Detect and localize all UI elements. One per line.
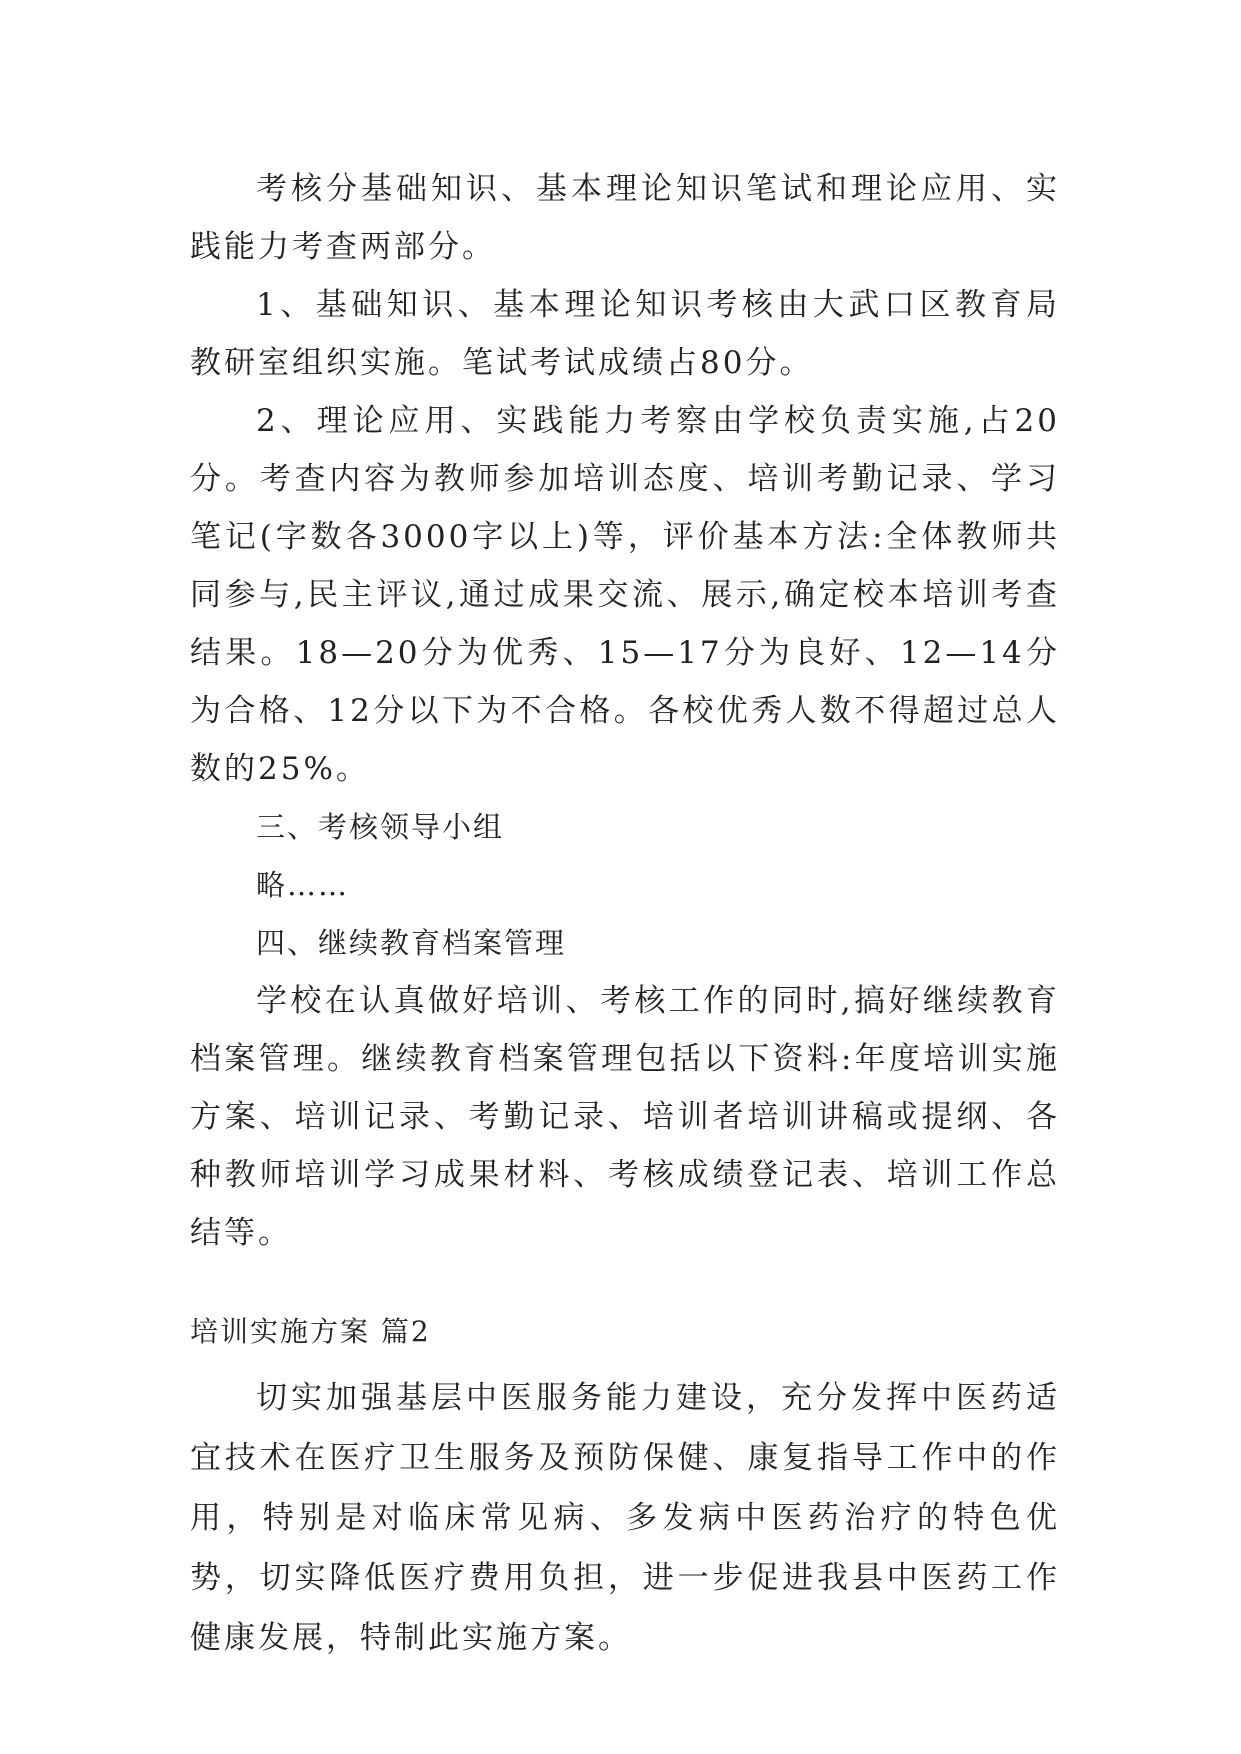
assessment-item-2-paragraph: 2、理论应用、实践能力考察由学校负责实施,占20分。考查内容为教师参加培训态度、培训考勤记录、学习笔记(字数各3000字以上)等，评价基本方法:全体教师共同参与,民主评议,通过成果交流、展示,确定校本培训考查结果。18—20分为优秀、15—17分为良好、12—14分为合格、12分以下为不合格。各校优秀人数不得超过总人数的25%。 [190, 403, 1060, 787]
archive-management-paragraph: 学校在认真做好培训、考核工作的同时,搞好继续教育档案管理。继续教育档案管理包括以下资料:年度培训实施方案、培训记录、考勤记录、培训者培训讲稿或提纲、各种教师培训学习成果材料、考核成绩登记表、培训工作总结等。 [190, 983, 1060, 1251]
section-heading-archive-management: 四、继续教育档案管理 [256, 926, 567, 960]
omitted-content-text: 略…… [256, 868, 350, 902]
assessment-item-1-paragraph: 1、基础知识、基本理论知识考核由大武口区教育局教研室组织实施。笔试考试成绩占80分。 [190, 287, 1060, 381]
section-2-body-paragraph: 切实加强基层中医服务能力建设，充分发挥中医药适宜技术在医疗卫生服务及预防保健、康复指导工作中的作用，特别是对临床常见病、多发病中医药治疗的特色优势，切实降低医疗费用负担，进一步促进我县中医药工作健康发展，特制此实施方案。 [190, 1380, 1060, 1656]
document-content [190, 160, 1060, 1668]
section-2-title: 培训实施方案 篇2 [190, 1315, 431, 1348]
section-heading-leadership-group: 三、考核领导小组 [256, 810, 505, 844]
assessment-intro-paragraph: 考核分基础知识、基本理论知识笔试和理论应用、实践能力考查两部分。 [190, 171, 1060, 265]
section-2 [190, 1304, 1060, 1668]
